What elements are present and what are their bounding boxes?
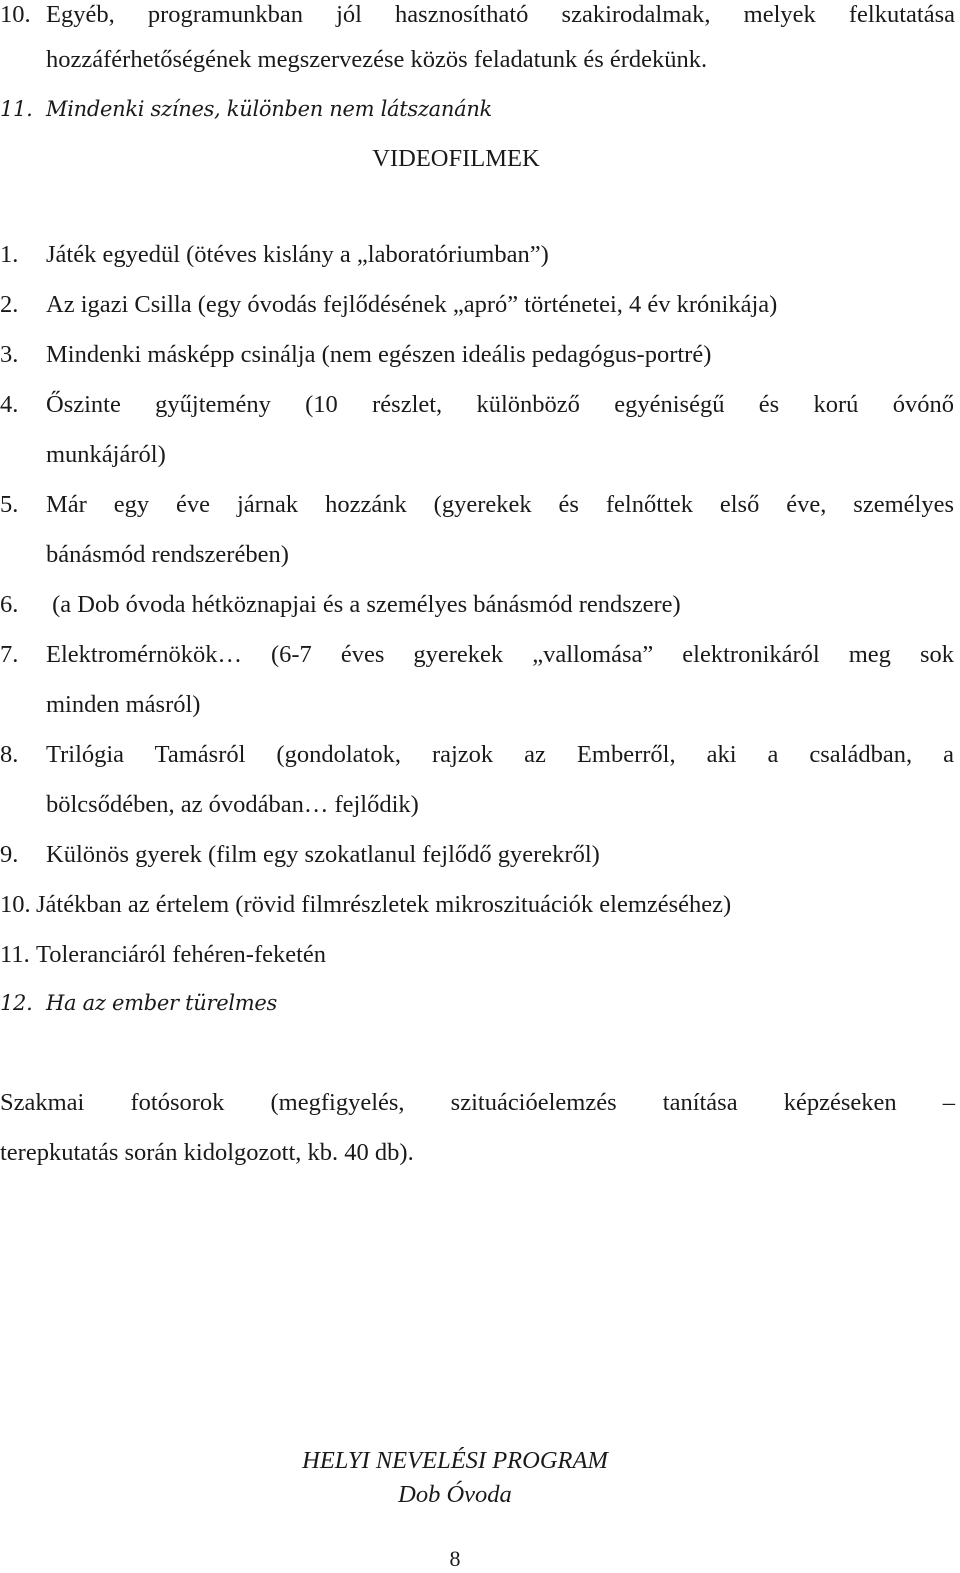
item-number: 6. (0, 591, 19, 618)
paragraph-line1: Szakmai fotósorok (megfigyelés, szituációelemzés tanítása képzéseken – (0, 1089, 955, 1116)
item-text: munkájáról) (46, 441, 166, 468)
item-text: (a Dob óvoda hétköznapjai és a személyes bánásmód rendszere) (46, 591, 681, 618)
item-text: Mindenki színes, különben nem látszanánk (46, 97, 492, 121)
item-text: Elektromérnökök… (6-7 éves gyerekek „vallomása” elektronikáról meg sok (46, 641, 954, 668)
item-text: hozzáférhetőségének megszervezése közös feladatunk és érdekünk. (46, 46, 708, 73)
item-number: 1. (0, 241, 19, 268)
item-text: minden másról) (46, 691, 201, 718)
item-text: Toleranciáról fehéren-feketén (36, 941, 327, 968)
item-text: Már egy éve járnak hozzánk (gyerekek és felnőttek első éve, személyes (46, 491, 954, 518)
item-number: 2. (0, 291, 19, 318)
item-number: 11. (0, 941, 30, 968)
item-text: bölcsődében, az óvodában… fejlődik) (46, 791, 419, 818)
item-number: 8. (0, 741, 19, 768)
footer-title: HELYI NEVELÉSI PROGRAM (302, 1447, 608, 1474)
footer-subtitle: Dob Óvoda (398, 1481, 512, 1508)
list-item-10-line1 (0, 0, 955, 30)
item-text: Játék egyedül (ötéves kislány a „laboratóriumban”) (46, 241, 549, 268)
paragraph-line2: terepkutatás során kidolgozott, kb. 40 db). (0, 1139, 414, 1166)
item-number: 7. (0, 641, 19, 668)
item-text: Ha az ember türelmes (46, 991, 277, 1015)
item-text: Különös gyerek (film egy szokatlanul fejlődő gyerekről) (46, 841, 600, 868)
item-text: bánásmód rendszerében) (46, 541, 289, 568)
page-number: 8 (449, 1546, 461, 1571)
item-text: Játékban az értelem (rövid filmrészletek mikroszituációk elemzéséhez) (36, 891, 732, 918)
item-number: 11. (0, 97, 33, 121)
item-text: Őszinte gyűjtemény (10 részlet, különböző egyéniségű és korú óvónő (46, 391, 954, 418)
item-number: 5. (0, 491, 19, 518)
item-text: Az igazi Csilla (egy óvodás fejlődésének „apró” történetei, 4 év krónikája) (46, 291, 778, 318)
item-number: 10. (0, 1, 31, 28)
item-number: 9. (0, 841, 19, 868)
item-number: 12. (0, 991, 33, 1015)
item-number: 10. (0, 891, 31, 918)
item-text: Mindenki másképp csinálja (nem egészen ideális pedagógus-portré) (46, 341, 712, 368)
item-number: 4. (0, 391, 19, 418)
item-text: Trilógia Tamásról (gondolatok, rajzok az Emberről, aki a családban, a (46, 741, 954, 768)
item-number: 3. (0, 341, 19, 368)
item-text: Egyéb, programunkban jól hasznosítható szakirodalmak, melyek felkutatása (46, 1, 955, 28)
section-title: VIDEOFILMEK (372, 145, 540, 172)
